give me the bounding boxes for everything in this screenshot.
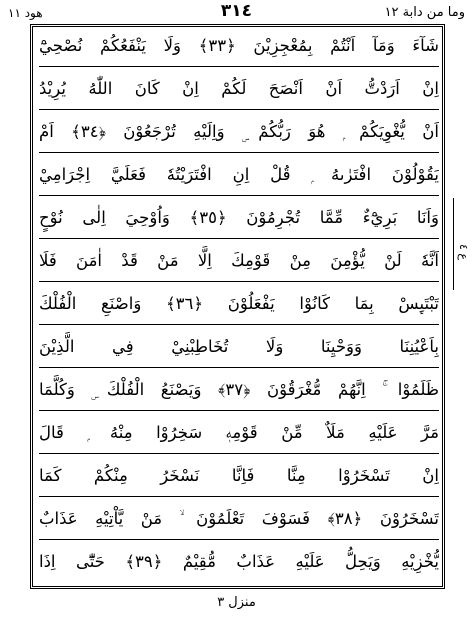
verse-line-5: وَاَنَا بَرِيْٓءٌ مِّمَّا تُجْرِمُوْنَ ﴿٣٥﴾ وَاُوْحِيَ اِلٰى نُوْحٍ bbox=[39, 201, 439, 239]
verse-line-8: بِاَعْيُنِنَا وَوَحْيِنَا وَلَا تُخَاطِبْنِيْ فِي الَّذِيْنَ bbox=[39, 330, 439, 368]
verse-line-2: اِنْ اَرَدْتُّ اَنْ اَنْصَحَ لَكُمْ اِنْ كَانَ اللّٰهُ يُرِيْدُ bbox=[39, 72, 439, 110]
manzil-footer: منزل ٣ bbox=[217, 595, 256, 610]
verse-line-3: اَنْ يُّغْوِيَكُمْ ۭ هُوَ رَبُّكُمْ ۣ وَاِلَيْهِ تُرْجَعُوْنَ ﴿٣٤﴾ اَمْ bbox=[39, 115, 439, 153]
juz-title: وما من دابة ١٢ bbox=[384, 5, 465, 20]
verse-line-9: ظَلَمُوْا ۚ اِنَّهُمْ مُّغْرَقُوْنَ ﴿٣٧﴾ وَيَصْنَعُ الْفُلْكَ ۣ وَكُلَّمَا bbox=[39, 373, 439, 411]
page-number: ٣١٤ bbox=[220, 1, 253, 21]
verse-line-13: يُّخْزِيْهِ وَيَحِلُّ عَلَيْهِ عَذَابٌ مُّقِيْمٌ ﴿٣٩﴾ حَتّٰٓى اِذَا bbox=[39, 552, 439, 571]
text-frame bbox=[30, 24, 445, 589]
verse-line-6: اَنَّهٗ لَنْ يُّؤْمِنَ مِنْ قَوْمِكَ اِلَّا مَنْ قَدْ اٰمَنَ فَلَا bbox=[39, 244, 439, 282]
ruku-marker: ع ٤ bbox=[457, 244, 470, 260]
verse-line-1: شَآءَ وَمَآ اَنْتُمْ بِمُعْجِزِيْنَ ﴿٣٣﴾ وَلَا يَنْفَعُكُمْ نُصْحِيْٓ bbox=[39, 29, 439, 67]
verse-line-11: اِنْ تَسْخَرُوْا مِنَّا فَاِنَّا نَسْخَرُ مِنْكُمْ كَمَا bbox=[39, 459, 439, 497]
verse-line-4: يَقُوْلُوْنَ افْتَرٰىهُ ۭ قُلْ اِنِ افْتَرَيْتُهٗ فَعَلَيَّ اِجْرَامِيْ bbox=[39, 158, 439, 196]
verse-line-7: تَبْتَىِٕسْ بِمَا كَانُوْا يَفْعَلُوْنَ ﴿٣٦﴾ وَاصْنَعِ الْفُلْكَ bbox=[39, 287, 439, 325]
verse-line-10: مَرَّ عَلَيْهِ مَلَاٌ مِّنْ قَوْمِهٖ سَخِرُوْا مِنْهُ ۭ قَالَ bbox=[39, 416, 439, 454]
surah-title: هود ١١ bbox=[8, 6, 43, 20]
verse-line-12: تَسْخَرُوْنَ ﴿٣٨﴾ فَسَوْفَ تَعْلَمُوْنَ ۙ مَنْ يَّاْتِيْهِ عَذَابٌ bbox=[39, 502, 439, 540]
